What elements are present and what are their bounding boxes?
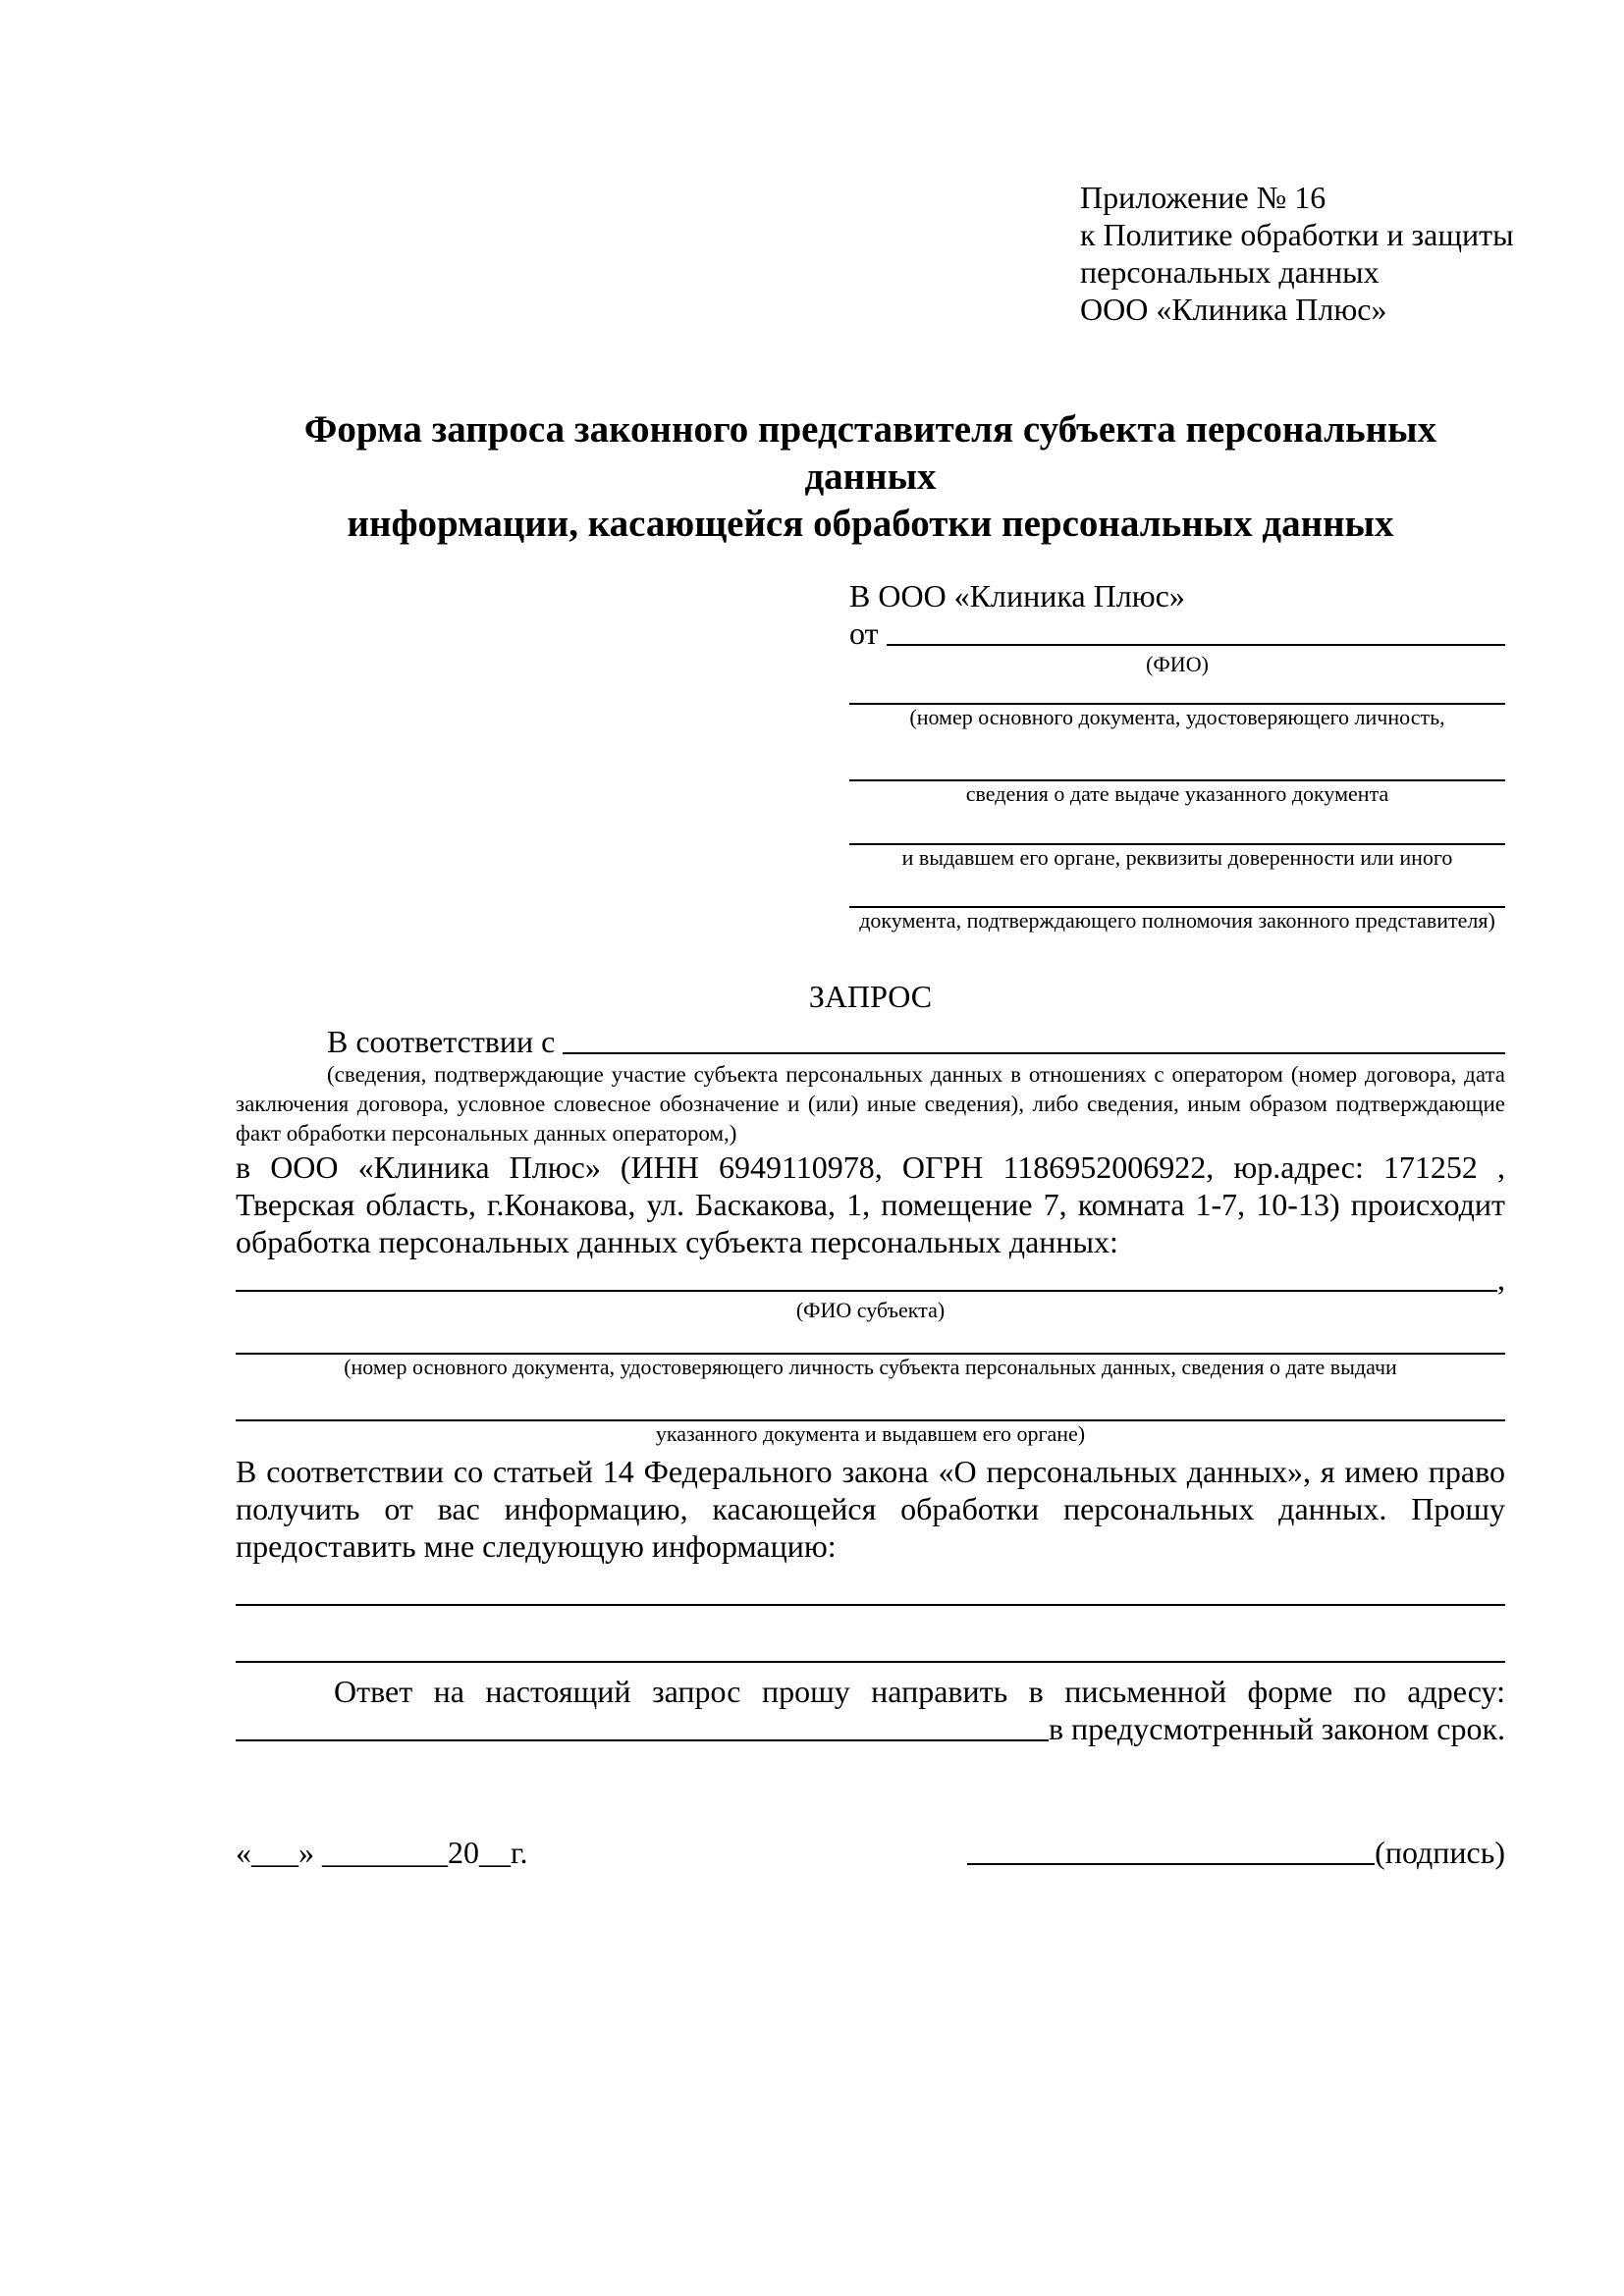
header-note-line: к Политике обработки и защиты (1080, 217, 1514, 252)
from-row (849, 614, 1505, 652)
reply-paragraph: Ответ на настоящий запрос прошу направить в письменной форме по адресу: (334, 1674, 1505, 1709)
page-title-line: Форма запроса законного представителя субъекта персональных данных (303, 408, 1437, 498)
header-note-line: Приложение № 16 (1080, 180, 1326, 215)
signature-caption: (подпись) (1375, 1835, 1505, 1870)
from-label: от (849, 615, 887, 651)
operator-paragraph: в ООО «Клиника Плюс» (ИНН 6949110978, ОГРН 1186952006922, юр.адрес: 171252 , Тверская область, г.Конакова, ул. Баскакова, 1, помещение 7, комната 1-7, 10-13) происходит обработка персональных данных субъекта персональных данных: (236, 1149, 1505, 1259)
accordance-row (327, 1023, 1505, 1060)
date-line: «___» ________20__г. (236, 1835, 528, 1870)
info-blank-line-2 (236, 1661, 1505, 1663)
subject-fio-blank-line (236, 1260, 1497, 1292)
signature-group (967, 1834, 1505, 1871)
header-note-line: персональных данных (1080, 254, 1380, 290)
doc-caption-4: документа, подтверждающего полномочия законного представителя) (859, 908, 1495, 933)
reply-tail: в предусмотренный законом срок. (1048, 1711, 1505, 1746)
header-note (1080, 179, 1514, 328)
law-paragraph: В соответствии со статьей 14 Федерального закона «О персональных данных», я имею право получить от вас информацию, касающейся обработки персональных данных. Прошу предоставить мне следующую информацию: (236, 1454, 1505, 1564)
fio-caption: (ФИО) (1146, 652, 1209, 676)
accordance-prefix: В соответствии с (327, 1024, 564, 1059)
footer-row (236, 1834, 1505, 1871)
doc-caption-3: и выдавшем его органе, реквизиты доверенности или иного (901, 845, 1453, 870)
header-note-line: ООО «Клиника Плюс» (1080, 292, 1387, 327)
subject-fio-comma: , (1497, 1261, 1505, 1297)
info-blank-line-1 (236, 1604, 1505, 1606)
subject-doc-caption-2: указанного документа и выдавшем его органе) (655, 1421, 1086, 1446)
doc-caption-1: (номер основного документа, удостоверяющего личность, (909, 705, 1445, 729)
subject-doc-caption-1: (номер основного документа, удостоверяющего личность субъекта персональных данных, сведения о дате выдачи (344, 1355, 1397, 1379)
signature-blank-line (967, 1863, 1375, 1865)
address-blank-line (236, 1710, 1049, 1741)
page-title-line: информации, касающейся обработки персональных данных (347, 503, 1394, 545)
subject-fio-row (236, 1260, 1505, 1298)
accordance-caption: (сведения, подтверждающие участие субъекта персональных данных в отношениях с оператором (номер договора, дата заключения договора, условное словесное обозначение и (или) иные сведения), либо сведения, иным образом подтверждающие факт обработки персональных данных оператором,) (236, 1062, 1505, 1146)
addressee-block (849, 577, 1505, 934)
reply-address-row (236, 1710, 1505, 1747)
addressee-to: В ООО «Клиника Плюс» (849, 578, 1185, 614)
request-heading: ЗАПРОС (808, 979, 933, 1014)
subject-fio-caption: (ФИО субъекта) (795, 1298, 946, 1322)
accordance-blank-line (563, 1023, 1505, 1054)
page-title (236, 406, 1505, 548)
fio-blank-line (887, 614, 1505, 646)
doc-caption-2: сведения о дате выдаче указанного документа (965, 781, 1389, 806)
